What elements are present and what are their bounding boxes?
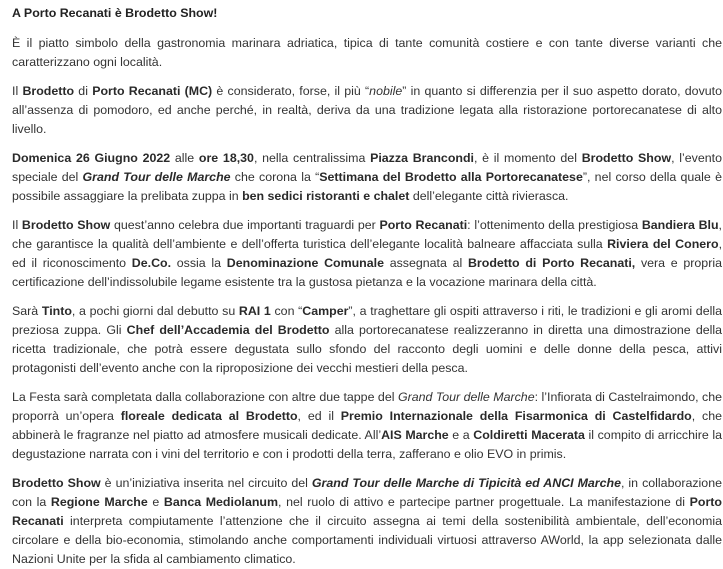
paragraph-brodetto: [12, 82, 722, 139]
text: , ed il: [297, 409, 341, 423]
bold-text: Brodetto: [22, 84, 75, 98]
bold-text: Piazza Brancondi: [370, 151, 474, 165]
bold-text: Brodetto di Porto Recanati,: [467, 256, 636, 270]
text: ossia la: [171, 256, 227, 270]
text: è considerato, forse, il più “: [212, 84, 370, 98]
paragraph-milestones: [12, 216, 722, 292]
bold-text: Denominazione Comunale: [226, 256, 384, 270]
bold-text: RAI 1: [238, 304, 271, 318]
text: , nel ruolo di attivo e partecipe partner progettuale. La manifestazione di: [278, 495, 690, 509]
text: dell’elegante città rivierasca.: [409, 189, 569, 203]
bold-text: Domenica 26 Giugno 2022: [12, 151, 171, 165]
text: è un’iniziativa inserita nel circuito del: [100, 476, 312, 490]
paragraph-tinto: [12, 302, 722, 378]
italic-text: nobile: [369, 84, 403, 98]
text: assegnata al: [383, 256, 468, 270]
text: , nella centralissima: [253, 151, 371, 165]
text: interpreta compiutamente l’attenzione che il circuito assegna ai temi della sostenibilità ambientale, dell’economia circolare e della bio-economia, stimolando anche comportamenti individuali virtuosi attraverso AWorld, la app selezionata dalle Nazioni Unite per la sfida al cambiamento climatico.: [12, 514, 722, 566]
bold-text: Coldiretti Macerata: [473, 428, 585, 442]
text: ” in quanto si differenzia per il suo aspetto dorato, dovuto all’assenza di pomodoro, ed anche perché, in realtà, deriva da una tradizione legata alla ristorazione portorecanatese di alto livello.: [12, 84, 722, 136]
bold-text: Porto Recanati (MC): [92, 84, 213, 98]
bold-italic-text: Grand Tour delle Marche di Tipicità ed ANCI Marche: [311, 476, 621, 490]
text: ”, a traghettare gli ospiti attraverso i riti, le tradizioni e gli aromi della preziosa zuppa. Gli: [12, 304, 722, 337]
text: , che abbinerà le fragranze nel piatto ad atmosfere musicali dedicate. All’: [12, 409, 722, 442]
italic-text: Grand Tour delle Marche: [397, 390, 535, 404]
bold-text: AIS Marche: [381, 428, 449, 442]
bold-text: Camper: [302, 304, 349, 318]
text: : l’ottenimento della prestigiosa: [467, 218, 642, 232]
bold-text: Porto Recanati: [12, 495, 722, 528]
bold-text: Settimana del Brodetto alla Portorecanatese: [319, 170, 583, 184]
bold-text: Tinto: [41, 304, 72, 318]
text: , l’evento speciale del: [12, 151, 722, 184]
text: Sarà: [12, 304, 42, 318]
bold-text: Porto Recanati: [379, 218, 468, 232]
text: Il: [12, 218, 22, 232]
text: ”, nel corso della quale è possibile assaggiare la prelibata zuppa in: [12, 170, 722, 203]
bold-text: ben sedici ristoranti e chalet: [242, 189, 410, 203]
paragraph-festa: [12, 388, 722, 464]
bold-text: Brodetto Show: [21, 218, 111, 232]
bold-text: ore 18,30: [198, 151, 254, 165]
text: Il: [12, 84, 23, 98]
text: : l’Infiorata di Castelraimondo, che proporrà un’opera: [12, 390, 722, 423]
text: con “: [270, 304, 303, 318]
paragraph-initiative: [12, 474, 722, 569]
text: , che garantisce la qualità dell’ambiente e dell’offerta turistica dell’elegante località balneare affacciata sulla: [12, 218, 722, 251]
bold-text: Bandiera Blu: [641, 218, 719, 232]
bold-text: Chef dell’Accademia del Brodetto: [126, 323, 330, 337]
text: , a pochi giorni dal debutto su: [71, 304, 239, 318]
bold-text: floreale dedicata al Brodetto: [120, 409, 298, 423]
text: di: [74, 84, 93, 98]
bold-text: Riviera del Conero: [607, 237, 719, 251]
bold-text: Brodetto Show: [12, 476, 101, 490]
text: il compito di arricchire la degustazione narrata con i vini del territorio e con i prodotti della terra, zafferano e olio EVO in primis.: [12, 428, 722, 461]
paragraph-intro: [12, 34, 722, 72]
bold-text: Premio Internazionale della Fisarmonica di Castelfidardo: [340, 409, 692, 423]
text: , è il momento del: [473, 151, 582, 165]
text: , ed il riconoscimento: [12, 237, 723, 270]
article-title: A Porto Recanati è Brodetto Show!: [12, 6, 218, 20]
text: quest’anno celebra due importanti traguardi per: [110, 218, 380, 232]
text: vera e propria certificazione dell’indissolubile legame esistente tra la gustosa pietanza e la vocazione marinara della città.: [12, 256, 722, 289]
text: e a: [448, 428, 474, 442]
bold-text: De.Co.: [131, 256, 172, 270]
text: La Festa sarà completata dalla collaborazione con altre due tappe del: [12, 390, 398, 404]
bold-text: Brodetto Show: [581, 151, 672, 165]
text: È il piatto simbolo della gastronomia marinara adriatica, tipica di tante comunità costiere e con tante diverse varianti che caratterizzano ogni località.: [12, 36, 722, 69]
text: , in collaborazione con la: [12, 476, 722, 509]
text: alle: [170, 151, 199, 165]
text: alla portorecanatese realizzeranno in diretta una dimostrazione della ricetta tradizionale, che potrà essere degustata sullo sfondo del racconto degli uomini e delle donne della pesca, attivi protagonisti dell’evento anche con la riproposizione dei vecchi mestieri della pesca.: [12, 323, 723, 375]
bold-text: Banca Mediolanum: [163, 495, 279, 509]
paragraph-event: [12, 149, 722, 206]
text: che corona la “: [230, 170, 320, 184]
text: e: [147, 495, 164, 509]
bold-italic-text: Grand Tour delle Marche: [82, 170, 231, 184]
bold-text: Regione Marche: [50, 495, 148, 509]
